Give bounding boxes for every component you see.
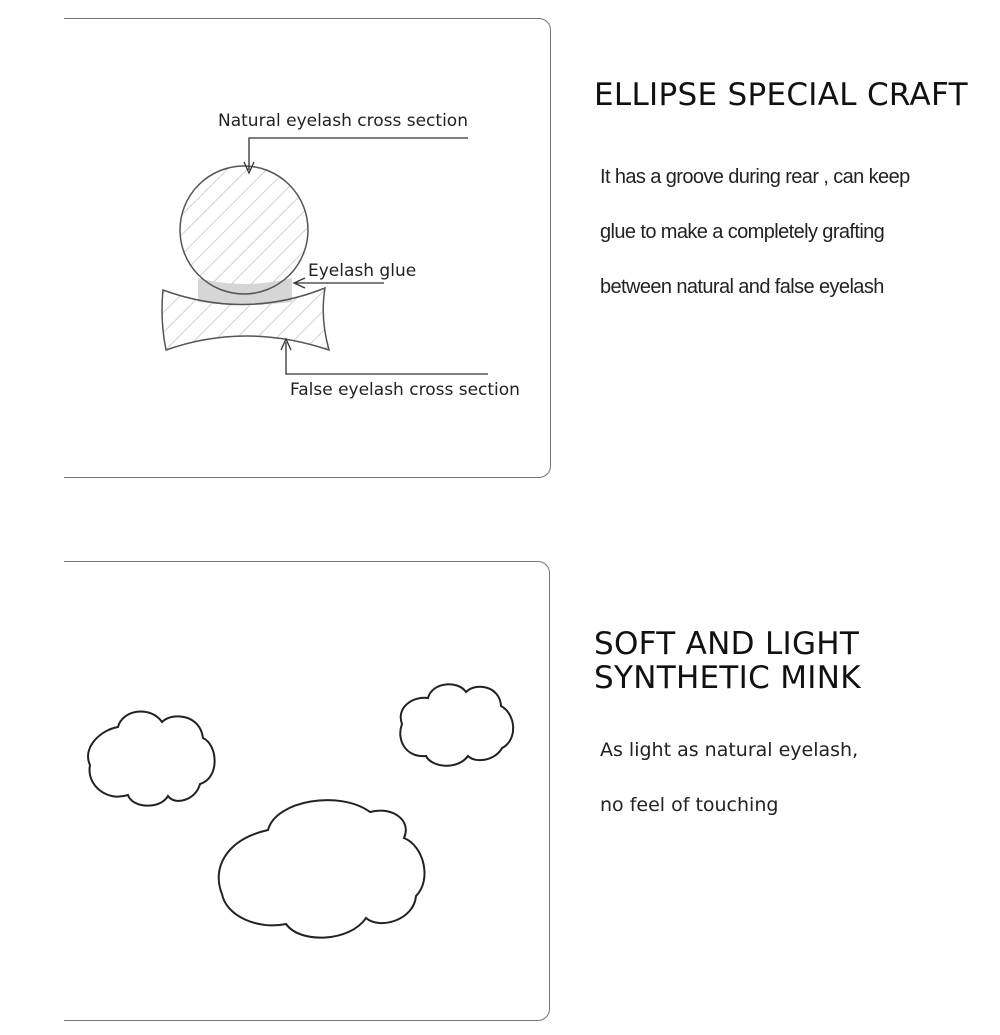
cloud-right (400, 684, 513, 765)
cloud-bottom (219, 800, 425, 938)
description-line: between natural and false eyelash (600, 276, 884, 298)
description-line: As light as natural eyelash, (600, 739, 859, 761)
cloud-left (88, 711, 215, 805)
section-heading-mink (594, 627, 861, 695)
heading-line: SYNTHETIC MINK (594, 660, 861, 696)
description-line: It has a groove during rear , can keep (600, 166, 910, 188)
eyelash-glue-label: Eyelash glue (308, 261, 417, 281)
heading-line: SOFT AND LIGHT (594, 626, 860, 662)
section-heading-ellipse: ELLIPSE SPECIAL CRAFT (594, 77, 968, 113)
natural-eyelash-label: Natural eyelash cross section (218, 111, 468, 131)
description-line: glue to make a completely grafting (600, 221, 885, 243)
false-eyelash-label: False eyelash cross section (290, 380, 520, 400)
description-line: no feel of touching (600, 794, 779, 816)
